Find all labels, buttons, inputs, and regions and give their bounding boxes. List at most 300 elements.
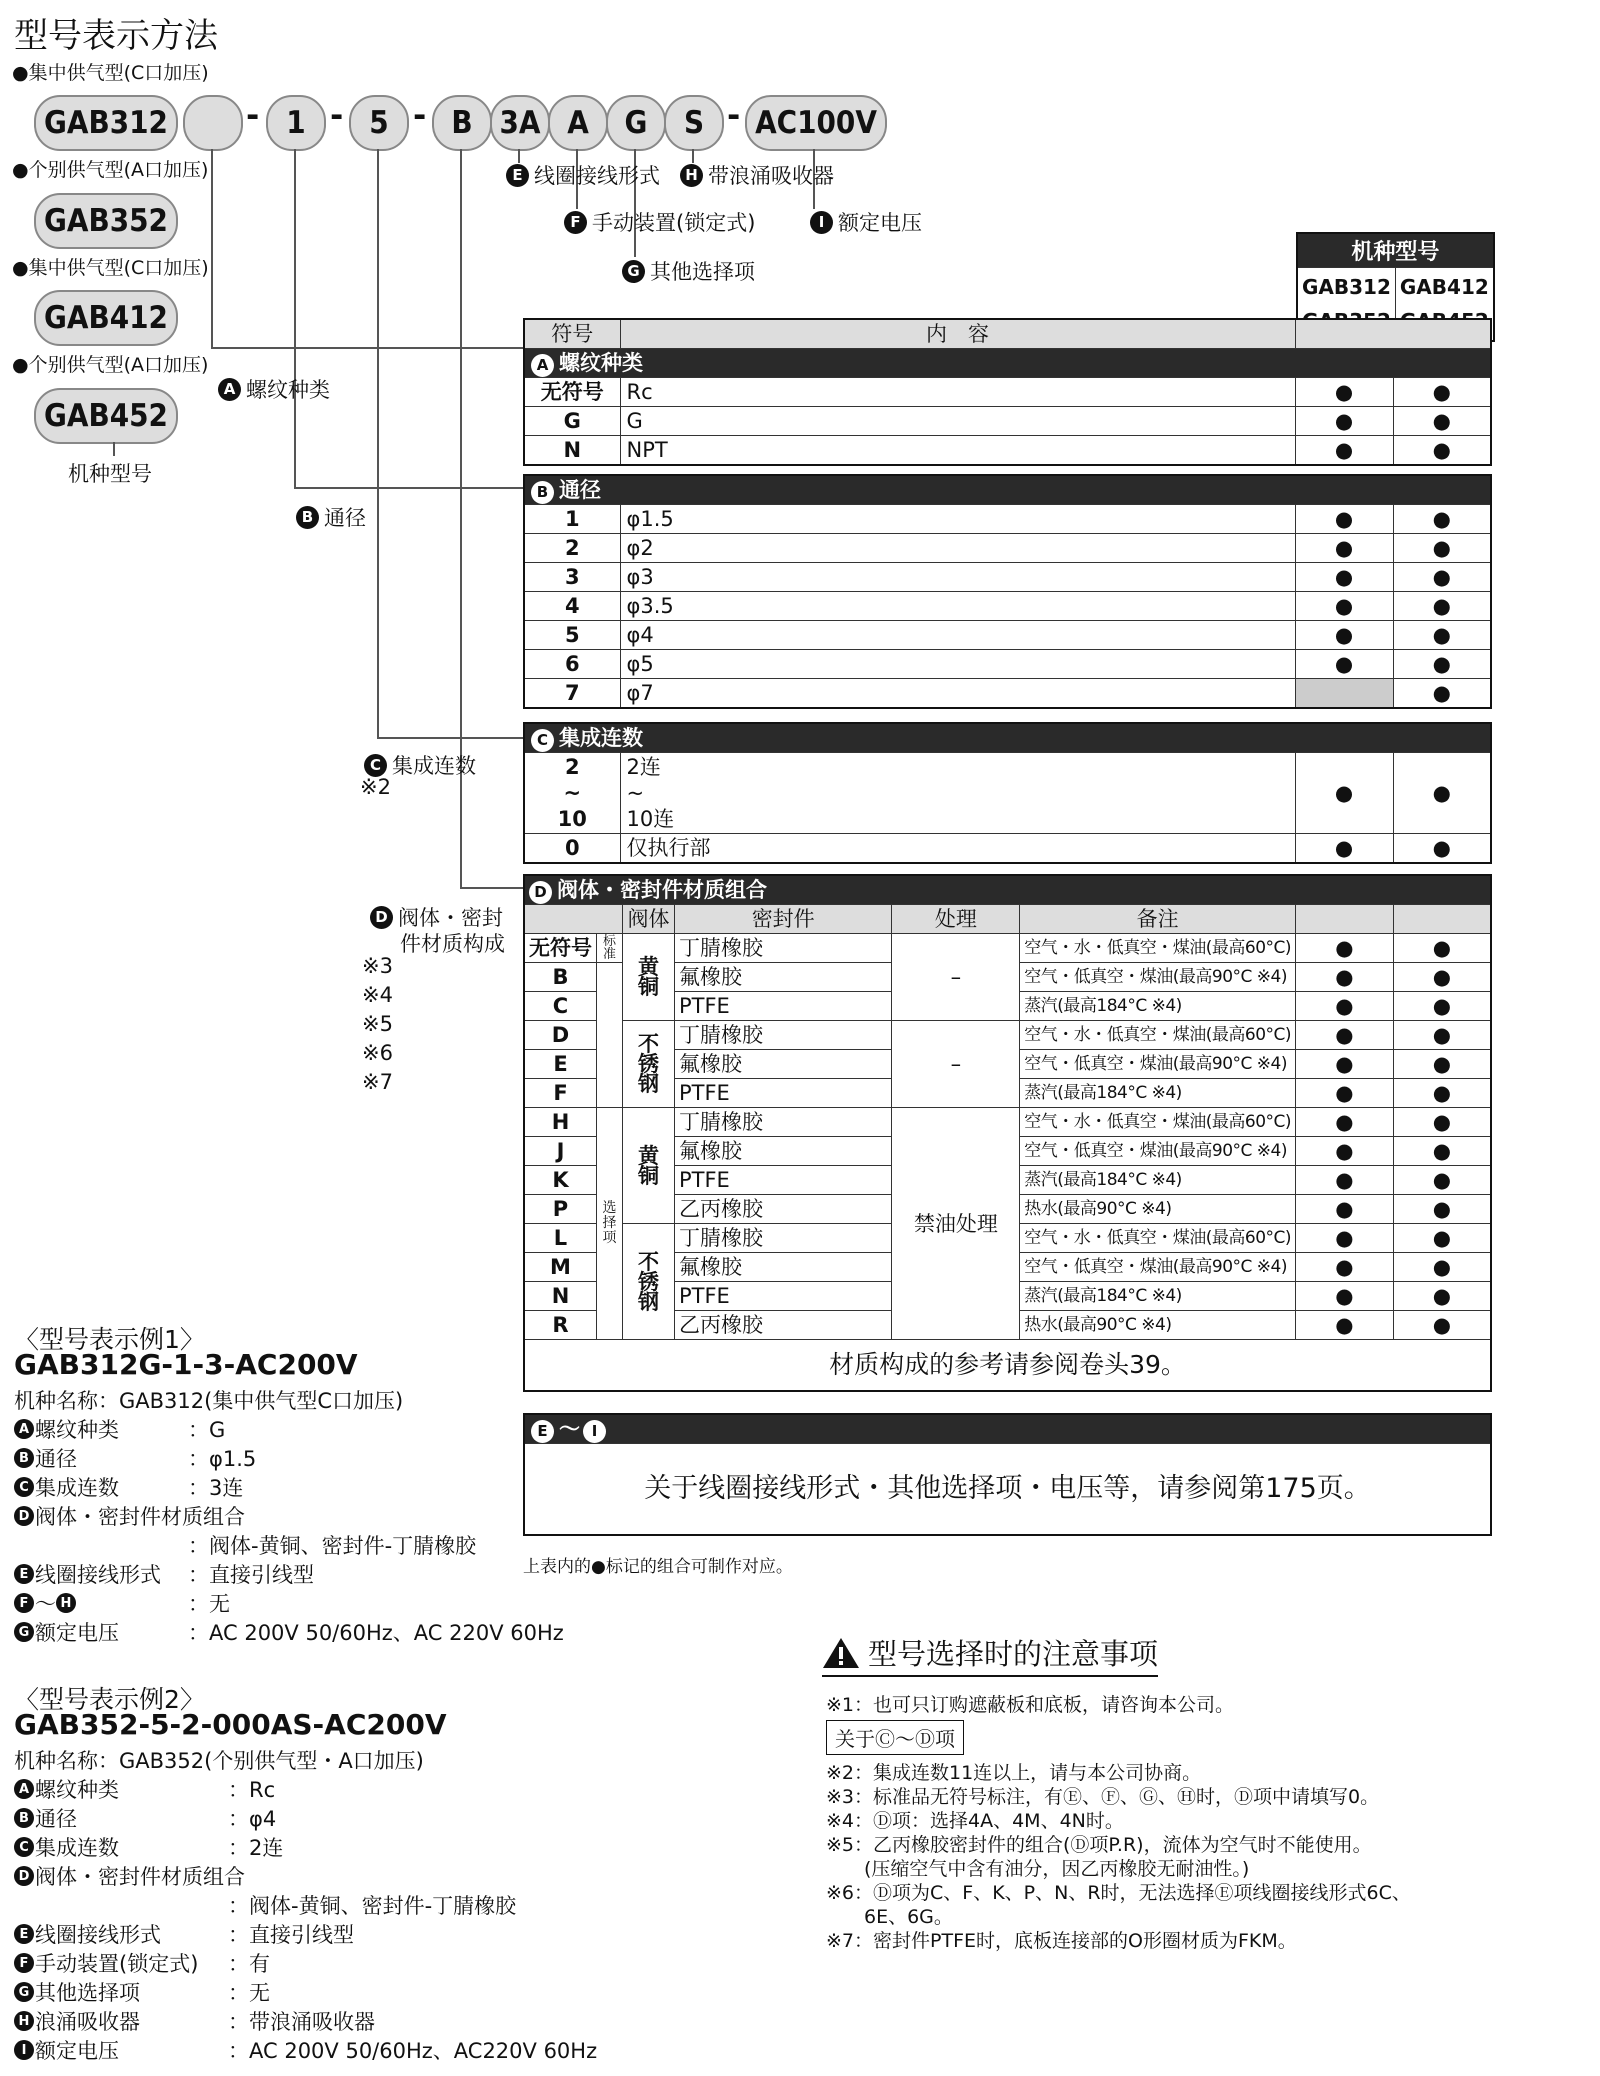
example-label: 浪涌吸收器 [35, 2010, 140, 2034]
example-line [14, 1617, 119, 1647]
group-individual-a: ●个别供气型(A口加压) [12, 159, 209, 181]
example-label: 通径 [35, 1447, 77, 1471]
label-b-text: 通径 [324, 506, 366, 530]
d-opt: 选择项 [597, 1108, 623, 1340]
b-code: 2 [524, 534, 620, 563]
a-code: 无符号 [524, 378, 620, 407]
warning-icon [822, 1636, 860, 1670]
d-dot: ● [1393, 1224, 1491, 1253]
example-value: ：Rc [228, 1778, 276, 1802]
section-c: C 集成连数 [524, 723, 1491, 753]
example-line [14, 1443, 77, 1473]
label-d-note: ※4 [362, 983, 393, 1007]
example-value: ：带浪涌吸收器 [228, 2010, 375, 2034]
d-dot: ● [1393, 1253, 1491, 1282]
d-dot: ● [1296, 1195, 1394, 1224]
d-dot: ● [1393, 963, 1491, 992]
d-dot: ● [1393, 1166, 1491, 1195]
d-remark: 热水(最高90°C ※4) [1020, 1311, 1296, 1340]
table-row [524, 621, 1491, 650]
caution-note: ※7：密封件PTFE时，底板连接部的O形圈材质为FKM。 [826, 1930, 1297, 1952]
d-code: M [524, 1253, 597, 1282]
d-code: H [524, 1108, 597, 1137]
d-dot: ● [1296, 1050, 1394, 1079]
label-d-note: ※5 [362, 1012, 393, 1036]
model-pill-gab352: GAB352 [34, 193, 178, 249]
c-icon: C [364, 754, 387, 777]
d-seal: PTFE [674, 1079, 891, 1108]
a-dot: ● [1295, 436, 1393, 466]
letter-icon: B [14, 1808, 34, 1828]
d-dot: ● [1393, 1137, 1491, 1166]
b-content: φ3.5 [620, 592, 1295, 621]
label-i-text: 额定电压 [838, 211, 922, 235]
d-remark: 空气・低真空・煤油(最高90°C ※4) [1020, 963, 1296, 992]
caution-note-1: ※1：也可只订购遮蔽板和底板，请咨询本公司。 [826, 1694, 1235, 1716]
d-dot: ● [1393, 992, 1491, 1021]
c-content-range: 2连 ~ 10连 [620, 753, 1295, 834]
d-remark: 蒸汽(最高184°C ※4) [1020, 992, 1296, 1021]
a-content: G [620, 407, 1295, 436]
d-std-cont [597, 963, 623, 1108]
b-content: φ3 [620, 563, 1295, 592]
label-d-text1: 阀体・密封 [398, 906, 503, 930]
b-dot [1295, 679, 1393, 709]
d-remark: 空气・水・低真空・煤油(最高60°C) [1020, 934, 1296, 963]
label-f-text: 手动装置(锁定式) [592, 211, 756, 235]
group-central-c-2: ●集中供气型(C口加压) [12, 257, 209, 279]
letter-icon: G [14, 1622, 34, 1642]
b-content: φ4 [620, 621, 1295, 650]
code-voltage-pill: AC100V [745, 95, 887, 151]
d-code: L [524, 1224, 597, 1253]
d-header-body: 阀体 [622, 905, 674, 934]
example-label: 螺纹种类 [35, 1778, 119, 1802]
d-dot: ● [1393, 1021, 1491, 1050]
table-row [524, 1108, 1491, 1137]
spec-table-d [523, 874, 1492, 1392]
example-value: ：直接引线型 [188, 1563, 314, 1587]
b-dot: ● [1393, 650, 1491, 679]
code-option-pill: G [606, 95, 666, 151]
code-surge-pill: S [664, 95, 724, 151]
section-d: D 阀体・密封件材质组合 [524, 875, 1491, 905]
a-code: G [524, 407, 620, 436]
example-label: 线圈接线形式 [35, 1923, 161, 1947]
b-content: φ7 [620, 679, 1295, 709]
example-value: ：无 [188, 1592, 230, 1616]
code-bore-pill: 1 [266, 95, 326, 151]
caution-note: 6E、6G。 [826, 1906, 953, 1928]
caution-title: 型号选择时的注意事项 [868, 1637, 1159, 1671]
c-dot: ● [1295, 834, 1393, 864]
example-label: 额定电压 [35, 2039, 119, 2063]
d-treat: – [892, 1021, 1020, 1108]
d-remark: 蒸汽(最高184°C ※4) [1020, 1166, 1296, 1195]
page-title: 型号表示方法 [14, 16, 218, 56]
d-code: R [524, 1311, 597, 1340]
d-dot: ● [1393, 1079, 1491, 1108]
example-line [14, 1861, 245, 1891]
example-value: ：阀体-黄铜、密封件-丁腈橡胶 [228, 1894, 517, 1918]
d-dot: ● [1393, 1282, 1491, 1311]
example-label: 手动装置(锁定式) [35, 1952, 199, 1976]
label-c-text: 集成连数 [392, 754, 476, 778]
b-dot: ● [1295, 534, 1393, 563]
c-code-range: 2 ~ 10 [524, 753, 620, 834]
example-label: 线圈接线形式 [35, 1563, 161, 1587]
label-i [810, 207, 922, 237]
d-dot: ● [1393, 1050, 1491, 1079]
table-row [524, 592, 1491, 621]
b-code: 4 [524, 592, 620, 621]
e-icon: E [506, 164, 529, 187]
d-remark: 空气・水・低真空・煤油(最高60°C) [1020, 1224, 1296, 1253]
table-row [524, 679, 1491, 709]
example-label: 通径 [35, 1807, 77, 1831]
header-code: 符号 [524, 319, 620, 349]
ex1-code: GAB312G-1-3-AC200V [14, 1348, 358, 1381]
d-dot: ● [1393, 1311, 1491, 1340]
d-dot: ● [1296, 1253, 1394, 1282]
code-sep: - [727, 96, 741, 134]
d-body: 不锈钢 [622, 1021, 674, 1108]
d-code: N [524, 1282, 597, 1311]
label-e-text: 线圈接线形式 [534, 164, 660, 188]
code-sep: - [413, 96, 427, 134]
a-dot: ● [1393, 436, 1491, 466]
b-code: 6 [524, 650, 620, 679]
example-value: ：φ4 [228, 1807, 277, 1831]
d-seal: 氟橡胶 [674, 1050, 891, 1079]
letter-icon: C [14, 1837, 34, 1857]
d-remark: 蒸汽(最高184°C ※4) [1020, 1282, 1296, 1311]
letter-icon: I [14, 2040, 34, 2060]
example-label: 集成连数 [35, 1836, 119, 1860]
d-dot: ● [1296, 934, 1394, 963]
section-a: A 螺纹种类 [524, 349, 1491, 378]
b-dot: ● [1393, 621, 1491, 650]
ex2-code: GAB352-5-2-000AS-AC200V [14, 1708, 447, 1741]
letter-icon: B [14, 1448, 34, 1468]
example-value: ：G [188, 1418, 226, 1442]
d-remark: 空气・低真空・煤油(最高90°C ※4) [1020, 1253, 1296, 1282]
table-row [524, 563, 1491, 592]
example-label: 集成连数 [35, 1476, 119, 1500]
example-value: ：阀体-黄铜、密封件-丁腈橡胶 [188, 1534, 477, 1558]
d-dot: ● [1296, 1166, 1394, 1195]
b-content: φ2 [620, 534, 1295, 563]
example-value: ：直接引线型 [228, 1923, 354, 1947]
label-d-note: ※7 [362, 1070, 393, 1094]
a-code: N [524, 436, 620, 466]
d-header-remark: 备注 [1020, 905, 1296, 934]
example-value: ：无 [228, 1981, 270, 2005]
model-pill-gab412: GAB412 [34, 290, 178, 346]
h-icon: H [680, 164, 703, 187]
section-b: B 通径 [524, 475, 1491, 505]
table-row [524, 407, 1491, 436]
model-pill-gab452: GAB452 [34, 388, 178, 444]
d-code: F [524, 1079, 597, 1108]
label-d-note: ※3 [362, 954, 393, 978]
d-remark: 空气・水・低真空・煤油(最高60°C) [1020, 1021, 1296, 1050]
f-icon: F [564, 211, 587, 234]
code-coil-pill: 3A [490, 95, 550, 151]
label-f [564, 207, 755, 237]
c-content: 仅执行部 [620, 834, 1295, 864]
example-line [14, 1414, 119, 1444]
example-label: 额定电压 [35, 1621, 119, 1645]
table-below-note: 上表内的●标记的组合可制作对应。 [523, 1557, 793, 1577]
ex1-name: 机种名称：GAB312(集中供气型C口加压) [14, 1389, 404, 1413]
b-code: 7 [524, 679, 620, 709]
code-stations-pill: 5 [349, 95, 409, 151]
example-value: ：3连 [188, 1476, 244, 1500]
d-dot: ● [1393, 1195, 1491, 1224]
letter-icon: H [14, 2011, 34, 2031]
model-caption: 机种型号 [68, 462, 152, 486]
d-icon: D [370, 906, 393, 929]
d-seal: 乙丙橡胶 [674, 1195, 891, 1224]
d-remark: 热水(最高90°C ※4) [1020, 1195, 1296, 1224]
d-std: 标准 [597, 934, 623, 963]
label-e [506, 160, 660, 190]
b-code: 3 [524, 563, 620, 592]
table-row [524, 650, 1491, 679]
example-line: F ～ H [14, 1588, 77, 1618]
example-label: 螺纹种类 [35, 1418, 119, 1442]
a-dot: ● [1393, 407, 1491, 436]
caution-note: ※2：集成连数11连以上，请与本公司协商。 [826, 1762, 1202, 1784]
d-dot: ● [1296, 1224, 1394, 1253]
b-dot: ● [1393, 505, 1491, 534]
caution-note: (压缩空气中含有油分，因乙丙橡胶无耐油性。) [826, 1858, 1250, 1880]
table-row [524, 505, 1491, 534]
c-dot: ● [1393, 753, 1491, 834]
letter-icon: G [14, 1982, 34, 2002]
spec-table-ei [523, 1413, 1492, 1536]
d-header-treat: 处理 [892, 905, 1020, 934]
d-seal: 丁腈橡胶 [674, 934, 891, 963]
letter-icon: D [14, 1506, 34, 1526]
d-code: C [524, 992, 597, 1021]
b-icon: B [296, 506, 319, 529]
d-seal: PTFE [674, 992, 891, 1021]
table-row [524, 1021, 1491, 1050]
letter-icon: A [14, 1419, 34, 1439]
label-h [680, 160, 834, 190]
model-pill-gab312: GAB312 [34, 95, 178, 151]
d-header-seal: 密封件 [674, 905, 891, 934]
example-value: ：2连 [228, 1836, 284, 1860]
spec-table [523, 318, 1492, 466]
caution-note: ※4：Ⓓ项：选择4A、4M、4N时。 [826, 1810, 1124, 1832]
label-a-text: 螺纹种类 [246, 378, 330, 402]
example-value: ：AC 200V 50/60Hz、AC 220V 60Hz [188, 1621, 564, 1645]
b-dot: ● [1393, 592, 1491, 621]
letter-icon: F [14, 1953, 34, 1973]
b-dot: ● [1295, 505, 1393, 534]
b-dot: ● [1295, 563, 1393, 592]
machine-col-2a: GAB412 [1399, 275, 1489, 299]
label-c-note: ※2 [360, 775, 391, 799]
code-manual-pill: A [548, 95, 608, 151]
d-dot: ● [1296, 1282, 1394, 1311]
d-dot: ● [1393, 934, 1491, 963]
letter-icon: H [56, 1593, 76, 1613]
d-code: E [524, 1050, 597, 1079]
caution-note: ※6：Ⓓ项为C、F、K、P、N、R时，无法选择Ⓔ项线圈接线形式6C、 [826, 1882, 1411, 1904]
d-seal: PTFE [674, 1282, 891, 1311]
d-dot: ● [1296, 992, 1394, 1021]
d-dot: ● [1296, 1079, 1394, 1108]
label-b [296, 502, 366, 532]
example-line [14, 1948, 198, 1978]
ex1-head: 〈型号表示例1〉 [14, 1325, 205, 1354]
label-d-text2: 件材质构成 [400, 932, 505, 956]
d-seal: 乙丙橡胶 [674, 1311, 891, 1340]
group-individual-a-2: ●个别供气型(A口加压) [12, 354, 209, 376]
d-treat: – [892, 934, 1020, 1021]
d-code: P [524, 1195, 597, 1224]
a-content: NPT [620, 436, 1295, 466]
ex2-name: 机种名称：GAB352(个别供气型・A口加压) [14, 1749, 424, 1773]
d-treat: 禁油处理 [892, 1108, 1020, 1340]
d-seal: 丁腈橡胶 [674, 1108, 891, 1137]
a-dot: ● [1295, 378, 1393, 407]
d-body: 黄铜 [622, 1108, 674, 1224]
d-seal: 氟橡胶 [674, 1137, 891, 1166]
example-line [14, 1919, 161, 1949]
a-dot: ● [1393, 378, 1491, 407]
label-g-text: 其他选择项 [650, 260, 755, 284]
example-line [14, 1977, 140, 2007]
d-seal: 丁腈橡胶 [674, 1021, 891, 1050]
example-value: ：φ1.5 [188, 1447, 257, 1471]
spec-table-b [523, 474, 1492, 709]
example-line [14, 1472, 119, 1502]
caution-box: 关于Ⓒ～Ⓓ项 [826, 1720, 964, 1755]
a-dot: ● [1295, 407, 1393, 436]
table-row [524, 934, 1491, 963]
a-content: Rc [620, 378, 1295, 407]
d-remark: 空气・低真空・煤油(最高90°C ※4) [1020, 1137, 1296, 1166]
c-dot: ● [1393, 834, 1491, 864]
code-blank-pill [183, 95, 243, 151]
caution-note: ※3：标准品无符号标注，有Ⓔ、Ⓕ、Ⓖ、Ⓗ时，Ⓓ项中请填写0。 [826, 1786, 1380, 1808]
b-dot: ● [1295, 592, 1393, 621]
letter-icon: E [14, 1924, 34, 1944]
d-footer: 材质构成的参考请参阅卷头39。 [524, 1340, 1491, 1392]
table-row [524, 436, 1491, 466]
letter-icon: C [14, 1477, 34, 1497]
label-a [218, 374, 330, 404]
i-icon: I [810, 211, 833, 234]
c-code: 0 [524, 834, 620, 864]
ex2-head: 〈型号表示例2〉 [14, 1685, 205, 1714]
d-remark: 空气・水・低真空・煤油(最高60°C) [1020, 1108, 1296, 1137]
b-content: φ5 [620, 650, 1295, 679]
c-dot: ● [1295, 753, 1393, 834]
spec-table-c [523, 722, 1492, 864]
d-remark: 蒸汽(最高184°C ※4) [1020, 1079, 1296, 1108]
example-line [14, 2006, 140, 2036]
letter-icon: E [14, 1564, 34, 1584]
d-dot: ● [1296, 1311, 1394, 1340]
table-row [524, 378, 1491, 407]
group-central-c: ●集中供气型(C口加压) [12, 62, 209, 84]
b-code: 1 [524, 505, 620, 534]
b-dot: ● [1393, 563, 1491, 592]
d-code: 无符号 [524, 934, 597, 963]
ei-text: 关于线圈接线形式・其他选择项・电压等，请参阅第175页。 [524, 1444, 1491, 1536]
code-material-pill: B [432, 95, 492, 151]
machine-type-title: 机种型号 [1297, 233, 1494, 268]
header-content: 内 容 [620, 319, 1295, 349]
example-label: 阀体・密封件材质组合 [35, 1505, 245, 1529]
table-row [524, 534, 1491, 563]
d-code: B [524, 963, 597, 992]
d-dot: ● [1296, 1021, 1394, 1050]
label-g [622, 256, 755, 286]
d-dot: ● [1296, 963, 1394, 992]
example-label: 阀体・密封件材质组合 [35, 1865, 245, 1889]
code-sep: - [330, 96, 344, 134]
d-seal: 氟橡胶 [674, 1253, 891, 1282]
d-seal: 氟橡胶 [674, 963, 891, 992]
example-line [14, 1501, 245, 1531]
a-icon: A [218, 378, 241, 401]
d-code: K [524, 1166, 597, 1195]
letter-icon: F [14, 1593, 34, 1613]
label-d-note: ※6 [362, 1041, 393, 1065]
b-dot: ● [1295, 650, 1393, 679]
example-line [14, 1774, 119, 1804]
example-line [14, 1832, 119, 1862]
g-icon: G [622, 260, 645, 283]
machine-col-1a: GAB312 [1302, 275, 1391, 299]
b-content: φ1.5 [620, 505, 1295, 534]
example-label: 其他选择项 [35, 1981, 140, 2005]
d-remark: 空气・低真空・煤油(最高90°C ※4) [1020, 1050, 1296, 1079]
d-dot: ● [1296, 1137, 1394, 1166]
d-code: D [524, 1021, 597, 1050]
d-body: 黄铜 [622, 934, 674, 1021]
d-dot: ● [1296, 1108, 1394, 1137]
d-body: 不锈钢 [622, 1224, 674, 1340]
example-line [14, 2035, 119, 2065]
b-dot: ● [1393, 679, 1491, 709]
b-code: 5 [524, 621, 620, 650]
section-ei: E ～ I [524, 1414, 1491, 1444]
letter-icon: A [14, 1779, 34, 1799]
caution-title-wrap [822, 1632, 1158, 1677]
example-value: ：AC 200V 50/60Hz、AC220V 60Hz [228, 2039, 598, 2063]
example-line [14, 1559, 161, 1589]
b-dot: ● [1295, 621, 1393, 650]
b-dot: ● [1393, 534, 1491, 563]
caution-note: ※5：乙丙橡胶密封件的组合(Ⓓ项P.R)，流体为空气时不能使用。 [826, 1834, 1372, 1856]
example-line [14, 1803, 77, 1833]
d-seal: PTFE [674, 1166, 891, 1195]
d-code: J [524, 1137, 597, 1166]
d-dot: ● [1393, 1108, 1491, 1137]
example-value: ：有 [228, 1952, 270, 1976]
code-sep: - [246, 96, 260, 134]
d-seal: 丁腈橡胶 [674, 1224, 891, 1253]
label-h-text: 带浪涌吸收器 [708, 164, 834, 188]
